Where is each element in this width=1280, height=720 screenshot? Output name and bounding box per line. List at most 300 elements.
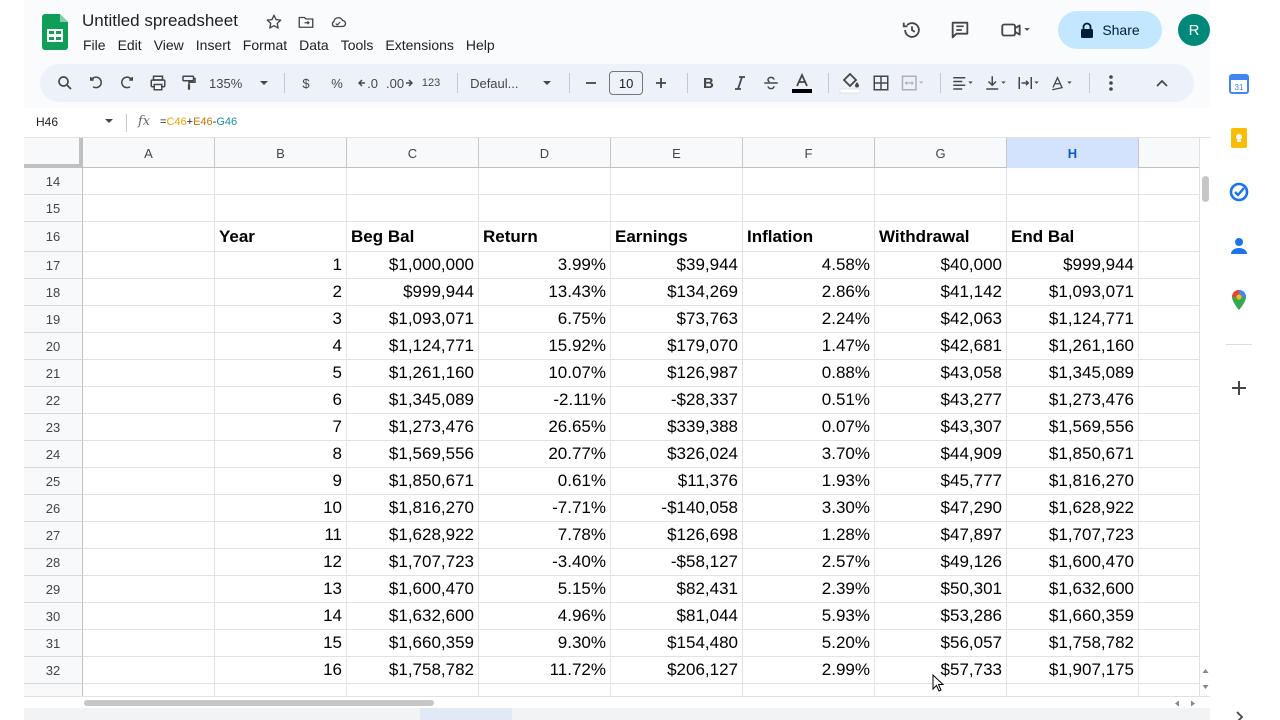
- cell-e14[interactable]: [611, 168, 743, 195]
- cell-d14[interactable]: [479, 168, 611, 195]
- cell-c21[interactable]: $1,261,160: [347, 360, 479, 387]
- scroll-right-icon[interactable]: [1190, 700, 1196, 707]
- cell-d18[interactable]: 13.43%: [479, 279, 611, 306]
- cell-e22[interactable]: -$28,337: [611, 387, 743, 414]
- increase-decimal-label: .00: [386, 75, 405, 91]
- cell-overflow[interactable]: [1139, 630, 1199, 657]
- formula-minus: -: [212, 116, 217, 128]
- cell-a23[interactable]: [83, 414, 215, 441]
- cell-f16[interactable]: Inflation: [743, 222, 875, 252]
- font-family-select[interactable]: [466, 69, 556, 97]
- cell-a26[interactable]: [83, 495, 215, 522]
- paint-format-icon[interactable]: [176, 69, 202, 97]
- formula-bar: [24, 108, 1210, 138]
- column-header-c[interactable]: C: [347, 138, 479, 168]
- cell-h27[interactable]: $1,707,723: [1007, 522, 1139, 549]
- cell-partial[interactable]: [743, 684, 875, 696]
- collapse-toolbar-icon[interactable]: [1149, 69, 1175, 97]
- cell-e16[interactable]: Earnings: [611, 222, 743, 252]
- column-header-b[interactable]: B: [215, 138, 347, 168]
- cell-e27[interactable]: $126,698: [611, 522, 743, 549]
- cell-h21[interactable]: $1,345,089: [1007, 360, 1139, 387]
- cell-b25[interactable]: 9: [215, 468, 347, 495]
- cell-g17[interactable]: $40,000: [875, 252, 1007, 279]
- vertical-scrollbar[interactable]: [1199, 138, 1210, 696]
- row-header-24[interactable]: 24: [24, 441, 83, 468]
- chevron-down-icon: [542, 78, 552, 88]
- column-header-e[interactable]: E: [611, 138, 743, 168]
- cell-partial[interactable]: [215, 684, 347, 696]
- cell-b32[interactable]: 16: [215, 657, 347, 684]
- cell-h29[interactable]: $1,632,600: [1007, 576, 1139, 603]
- cell-d22[interactable]: -2.11%: [479, 387, 611, 414]
- cell-h30[interactable]: $1,660,359: [1007, 603, 1139, 630]
- row-header-15[interactable]: 15: [24, 195, 83, 222]
- cell-e20[interactable]: $179,070: [611, 333, 743, 360]
- cell-d30[interactable]: 4.96%: [479, 603, 611, 630]
- row-header-22[interactable]: 22: [24, 387, 83, 414]
- cell-b28[interactable]: 12: [215, 549, 347, 576]
- meet-icon[interactable]: [992, 10, 1040, 50]
- scroll-left-icon[interactable]: [1174, 700, 1180, 707]
- cell-c29[interactable]: $1,600,470: [347, 576, 479, 603]
- cell-f14[interactable]: [743, 168, 875, 195]
- cell-e31[interactable]: $154,480: [611, 630, 743, 657]
- cell-e28[interactable]: -$58,127: [611, 549, 743, 576]
- sheets-logo-icon[interactable]: [42, 14, 68, 50]
- row-header-18[interactable]: 18: [24, 279, 83, 306]
- cell-h23[interactable]: $1,569,556: [1007, 414, 1139, 441]
- row-header-16[interactable]: 16: [24, 222, 83, 252]
- cell-b24[interactable]: 8: [215, 441, 347, 468]
- cell-e29[interactable]: $82,431: [611, 576, 743, 603]
- cell-g25[interactable]: $45,777: [875, 468, 1007, 495]
- cell-e18[interactable]: $134,269: [611, 279, 743, 306]
- cell-overflow[interactable]: [1139, 279, 1199, 306]
- cell-d15[interactable]: [479, 195, 611, 222]
- more-formats-button[interactable]: 123: [421, 77, 441, 89]
- cell-g32[interactable]: $57,733: [875, 657, 1007, 684]
- strikethrough-icon[interactable]: [758, 69, 784, 97]
- cell-overflow[interactable]: [1139, 603, 1199, 630]
- cell-c32[interactable]: $1,758,782: [347, 657, 479, 684]
- cell-c28[interactable]: $1,707,723: [347, 549, 479, 576]
- cell-partial[interactable]: [83, 684, 215, 696]
- cell-h25[interactable]: $1,816,270: [1007, 468, 1139, 495]
- row-header-27[interactable]: 27: [24, 522, 83, 549]
- toolbar-divider: [940, 73, 941, 93]
- horizontal-scroll-thumb[interactable]: [84, 700, 434, 706]
- cell-d28[interactable]: -3.40%: [479, 549, 611, 576]
- cell-a27[interactable]: [83, 522, 215, 549]
- cell-b22[interactable]: 6: [215, 387, 347, 414]
- cell-g16[interactable]: Withdrawal: [875, 222, 1007, 252]
- column-header-f[interactable]: F: [743, 138, 875, 168]
- row-header-17[interactable]: 17: [24, 252, 83, 279]
- row-header-14[interactable]: 14: [24, 168, 83, 195]
- column-header-h[interactable]: H: [1007, 138, 1139, 168]
- more-options-icon[interactable]: [1098, 69, 1124, 97]
- cell-d17[interactable]: 3.99%: [479, 252, 611, 279]
- menu-help[interactable]: Help: [465, 37, 495, 53]
- cell-c26[interactable]: $1,816,270: [347, 495, 479, 522]
- text-wrapping-icon[interactable]: [1015, 69, 1043, 97]
- version-history-icon[interactable]: [892, 10, 932, 50]
- cell-overflow[interactable]: [1139, 576, 1199, 603]
- cell-b30[interactable]: 14: [215, 603, 347, 630]
- menu-view[interactable]: View: [153, 37, 184, 53]
- side-panel-divider: [1226, 344, 1252, 345]
- cell-h15[interactable]: [1007, 195, 1139, 222]
- zoom-select[interactable]: [207, 69, 271, 97]
- column-header-bar: [24, 138, 1199, 168]
- chevron-down-icon: [259, 78, 269, 88]
- cell-d25[interactable]: 0.61%: [479, 468, 611, 495]
- currency-format-button[interactable]: $: [302, 75, 310, 91]
- cell-c15[interactable]: [347, 195, 479, 222]
- cell-partial[interactable]: [479, 684, 611, 696]
- toolbar: [40, 64, 1194, 102]
- row-header-21[interactable]: 21: [24, 360, 83, 387]
- share-button[interactable]: [1058, 11, 1162, 49]
- cell-h20[interactable]: $1,261,160: [1007, 333, 1139, 360]
- zoom-value: 135%: [209, 75, 243, 91]
- toolbar-divider: [284, 73, 285, 93]
- cell-f21[interactable]: 0.88%: [743, 360, 875, 387]
- cell-a24[interactable]: [83, 441, 215, 468]
- cell-c20[interactable]: $1,124,771: [347, 333, 479, 360]
- tasks-icon[interactable]: [1228, 181, 1250, 203]
- cell-d32[interactable]: 11.72%: [479, 657, 611, 684]
- row-header-32[interactable]: 32: [24, 657, 83, 684]
- cell-f17[interactable]: 4.58%: [743, 252, 875, 279]
- undo-icon[interactable]: [83, 69, 109, 97]
- cell-c31[interactable]: $1,660,359: [347, 630, 479, 657]
- chevron-down-icon[interactable]: [104, 116, 114, 126]
- cell-a21[interactable]: [83, 360, 215, 387]
- cell-overflow[interactable]: [1139, 168, 1199, 195]
- cell-d19[interactable]: 6.75%: [479, 306, 611, 333]
- cell-overflow[interactable]: [1139, 441, 1199, 468]
- cell-h24[interactable]: $1,850,671: [1007, 441, 1139, 468]
- cell-b18[interactable]: 2: [215, 279, 347, 306]
- cell-overflow[interactable]: [1139, 195, 1199, 222]
- row-header-26[interactable]: 26: [24, 495, 83, 522]
- cell-f29[interactable]: 2.39%: [743, 576, 875, 603]
- decrease-decimal-label: .0: [367, 75, 378, 91]
- percent-format-button[interactable]: %: [331, 75, 343, 91]
- cell-c27[interactable]: $1,628,922: [347, 522, 479, 549]
- cell-h22[interactable]: $1,273,476: [1007, 387, 1139, 414]
- cell-e24[interactable]: $326,024: [611, 441, 743, 468]
- cell-g31[interactable]: $56,057: [875, 630, 1007, 657]
- cell-a29[interactable]: [83, 576, 215, 603]
- scroll-up-icon[interactable]: [1202, 668, 1209, 674]
- menu-data[interactable]: Data: [299, 37, 329, 53]
- cell-c23[interactable]: $1,273,476: [347, 414, 479, 441]
- cell-f22[interactable]: 0.51%: [743, 387, 875, 414]
- cell-a25[interactable]: [83, 468, 215, 495]
- cell-c22[interactable]: $1,345,089: [347, 387, 479, 414]
- cell-g30[interactable]: $53,286: [875, 603, 1007, 630]
- cell-b26[interactable]: 10: [215, 495, 347, 522]
- cell-h16[interactable]: End Bal: [1007, 222, 1139, 252]
- sheet-tabs-bar: [24, 708, 1210, 720]
- maps-icon[interactable]: [1228, 289, 1250, 311]
- cell-c19[interactable]: $1,093,071: [347, 306, 479, 333]
- menu-format[interactable]: Format: [242, 37, 288, 53]
- cell-overflow[interactable]: [1139, 333, 1199, 360]
- calendar-icon[interactable]: [1228, 73, 1250, 95]
- cell-a28[interactable]: [83, 549, 215, 576]
- cell-d21[interactable]: 10.07%: [479, 360, 611, 387]
- move-folder-icon[interactable]: [296, 12, 316, 32]
- formula-input[interactable]: [160, 116, 237, 128]
- cell-overflow[interactable]: [1139, 306, 1199, 333]
- horizontal-scrollbar[interactable]: [24, 696, 1210, 708]
- cell-a19[interactable]: [83, 306, 215, 333]
- cell-overflow[interactable]: [1139, 549, 1199, 576]
- cell-partial[interactable]: [1007, 684, 1139, 696]
- row-header-31[interactable]: 31: [24, 630, 83, 657]
- vertical-scroll-thumb[interactable]: [1202, 176, 1209, 202]
- cell-f25[interactable]: 1.93%: [743, 468, 875, 495]
- formula-ref-c: C46: [166, 116, 187, 128]
- cell-d31[interactable]: 9.30%: [479, 630, 611, 657]
- cell-g14[interactable]: [875, 168, 1007, 195]
- arrow-left-icon: [358, 78, 366, 88]
- cell-b17[interactable]: 1: [215, 252, 347, 279]
- cell-f18[interactable]: 2.86%: [743, 279, 875, 306]
- cell-h19[interactable]: $1,124,771: [1007, 306, 1139, 333]
- cell-b31[interactable]: 15: [215, 630, 347, 657]
- cell-a14[interactable]: [83, 168, 215, 195]
- cell-c14[interactable]: [347, 168, 479, 195]
- row-header-28[interactable]: 28: [24, 549, 83, 576]
- cell-b23[interactable]: 7: [215, 414, 347, 441]
- cell-e19[interactable]: $73,763: [611, 306, 743, 333]
- left-edge: [0, 0, 24, 720]
- cell-f19[interactable]: 2.24%: [743, 306, 875, 333]
- cell-d29[interactable]: 5.15%: [479, 576, 611, 603]
- cell-e26[interactable]: -$140,058: [611, 495, 743, 522]
- cell-a22[interactable]: [83, 387, 215, 414]
- cell-c16[interactable]: Beg Bal: [347, 222, 479, 252]
- text-rotation-icon[interactable]: [1048, 69, 1076, 97]
- increase-font-size-icon[interactable]: [648, 69, 674, 97]
- cell-overflow[interactable]: [1139, 222, 1199, 252]
- cell-e23[interactable]: $339,388: [611, 414, 743, 441]
- row-header-23[interactable]: 23: [24, 414, 83, 441]
- title-bar: [24, 0, 1210, 62]
- cell-overflow[interactable]: [1139, 387, 1199, 414]
- select-all-corner[interactable]: [24, 138, 83, 168]
- cell-d24[interactable]: 20.77%: [479, 441, 611, 468]
- menu-edit[interactable]: Edit: [117, 37, 142, 53]
- cell-h17[interactable]: $999,944: [1007, 252, 1139, 279]
- cell-c18[interactable]: $999,944: [347, 279, 479, 306]
- name-box[interactable]: H46: [36, 115, 59, 129]
- cloud-status-icon[interactable]: [328, 12, 348, 32]
- cell-h32[interactable]: $1,907,175: [1007, 657, 1139, 684]
- column-header-overflow: [1139, 138, 1199, 168]
- cell-b19[interactable]: 3: [215, 306, 347, 333]
- cell-g20[interactable]: $42,681: [875, 333, 1007, 360]
- cell-f32[interactable]: 2.99%: [743, 657, 875, 684]
- bold-icon[interactable]: [696, 69, 722, 97]
- avatar[interactable]: R: [1178, 14, 1210, 46]
- cell-f26[interactable]: 3.30%: [743, 495, 875, 522]
- cell-a15[interactable]: [83, 195, 215, 222]
- document-title[interactable]: Untitled spreadsheet: [82, 11, 238, 30]
- keep-icon[interactable]: [1228, 127, 1250, 149]
- cell-e32[interactable]: $206,127: [611, 657, 743, 684]
- horizontal-align-icon[interactable]: [949, 69, 977, 97]
- cell-f24[interactable]: 3.70%: [743, 441, 875, 468]
- cell-g21[interactable]: $43,058: [875, 360, 1007, 387]
- cell-b21[interactable]: 5: [215, 360, 347, 387]
- svg-text:31: 31: [1234, 83, 1244, 92]
- cell-partial[interactable]: [347, 684, 479, 696]
- row-header-30[interactable]: 30: [24, 603, 83, 630]
- cell-overflow[interactable]: [1139, 360, 1199, 387]
- cell-g24[interactable]: $44,909: [875, 441, 1007, 468]
- borders-icon[interactable]: [868, 69, 894, 97]
- cell-h14[interactable]: [1007, 168, 1139, 195]
- cell-e21[interactable]: $126,987: [611, 360, 743, 387]
- menu-file[interactable]: File: [83, 37, 106, 53]
- fill-color-icon[interactable]: [837, 69, 863, 97]
- row-header-25[interactable]: 25: [24, 468, 83, 495]
- text-color-icon[interactable]: [789, 69, 815, 97]
- row-header-partial[interactable]: [24, 684, 83, 696]
- cell-a17[interactable]: [83, 252, 215, 279]
- cell-f15[interactable]: [743, 195, 875, 222]
- cell-g27[interactable]: $47,897: [875, 522, 1007, 549]
- cell-f20[interactable]: 1.47%: [743, 333, 875, 360]
- cell-b20[interactable]: 4: [215, 333, 347, 360]
- cell-a30[interactable]: [83, 603, 215, 630]
- cell-h26[interactable]: $1,628,922: [1007, 495, 1139, 522]
- column-header-g[interactable]: G: [875, 138, 1007, 168]
- cell-c17[interactable]: $1,000,000: [347, 252, 479, 279]
- cell-h28[interactable]: $1,600,470: [1007, 549, 1139, 576]
- cell-g15[interactable]: [875, 195, 1007, 222]
- cell-d27[interactable]: 7.78%: [479, 522, 611, 549]
- spreadsheet-grid[interactable]: [24, 138, 1199, 696]
- print-icon[interactable]: [145, 69, 171, 97]
- cell-g22[interactable]: $43,277: [875, 387, 1007, 414]
- cell-b29[interactable]: 13: [215, 576, 347, 603]
- cell-a31[interactable]: [83, 630, 215, 657]
- cell-d20[interactable]: 15.92%: [479, 333, 611, 360]
- cell-d23[interactable]: 26.65%: [479, 414, 611, 441]
- cell-e25[interactable]: $11,376: [611, 468, 743, 495]
- cell-a32[interactable]: [83, 657, 215, 684]
- comments-icon[interactable]: [940, 10, 980, 50]
- decrease-decimal-button[interactable]: [355, 69, 381, 97]
- formula-ref-g: G46: [216, 116, 238, 128]
- merge-cells-icon[interactable]: [899, 69, 927, 97]
- cell-b14[interactable]: [215, 168, 347, 195]
- cell-g26[interactable]: $47,290: [875, 495, 1007, 522]
- add-icon[interactable]: [1228, 377, 1250, 399]
- cell-f27[interactable]: 1.28%: [743, 522, 875, 549]
- font-size-input[interactable]: 10: [609, 71, 643, 95]
- scroll-down-icon[interactable]: [1202, 684, 1209, 690]
- cell-c30[interactable]: $1,632,600: [347, 603, 479, 630]
- expand-panel-icon[interactable]: [1228, 706, 1250, 720]
- row-header-20[interactable]: 20: [24, 333, 83, 360]
- increase-decimal-button[interactable]: [386, 69, 413, 97]
- menu-extensions[interactable]: Extensions: [385, 37, 454, 53]
- contacts-icon[interactable]: [1228, 235, 1250, 257]
- cell-g19[interactable]: $42,063: [875, 306, 1007, 333]
- mouse-cursor-icon: [932, 674, 944, 692]
- cell-b27[interactable]: 11: [215, 522, 347, 549]
- cell-h18[interactable]: $1,093,071: [1007, 279, 1139, 306]
- cell-h31[interactable]: $1,758,782: [1007, 630, 1139, 657]
- cell-f31[interactable]: 5.20%: [743, 630, 875, 657]
- cell-g18[interactable]: $41,142: [875, 279, 1007, 306]
- cell-a20[interactable]: [83, 333, 215, 360]
- cell-c24[interactable]: $1,569,556: [347, 441, 479, 468]
- toolbar-divider: [687, 73, 688, 93]
- cell-overflow[interactable]: [1139, 522, 1199, 549]
- cell-d16[interactable]: Return: [479, 222, 611, 252]
- cell-overflow[interactable]: [1139, 414, 1199, 441]
- cell-partial[interactable]: [611, 684, 743, 696]
- formula-ref-e: E46: [193, 116, 213, 128]
- cell-b15[interactable]: [215, 195, 347, 222]
- sheet-tab[interactable]: [420, 708, 512, 720]
- toolbar-divider: [569, 73, 570, 93]
- cell-overflow[interactable]: [1139, 657, 1199, 684]
- search-menus-icon[interactable]: [52, 69, 78, 97]
- star-icon[interactable]: [264, 12, 284, 32]
- menu-tools[interactable]: Tools: [340, 37, 374, 53]
- row-header-19[interactable]: 19: [24, 306, 83, 333]
- italic-icon[interactable]: [727, 69, 753, 97]
- cell-f30[interactable]: 5.93%: [743, 603, 875, 630]
- toolbar-divider: [828, 73, 829, 93]
- cell-g28[interactable]: $49,126: [875, 549, 1007, 576]
- decrease-font-size-icon[interactable]: [578, 69, 604, 97]
- cell-e17[interactable]: $39,944: [611, 252, 743, 279]
- cell-overflow[interactable]: [1139, 495, 1199, 522]
- cell-f23[interactable]: 0.07%: [743, 414, 875, 441]
- cell-c25[interactable]: $1,850,671: [347, 468, 479, 495]
- redo-icon[interactable]: [114, 69, 140, 97]
- cell-g23[interactable]: $43,307: [875, 414, 1007, 441]
- row-header-29[interactable]: 29: [24, 576, 83, 603]
- column-header-a[interactable]: A: [83, 138, 215, 168]
- cell-e15[interactable]: [611, 195, 743, 222]
- lock-icon: [1080, 22, 1094, 38]
- cell-f28[interactable]: 2.57%: [743, 549, 875, 576]
- cell-overflow[interactable]: [1139, 252, 1199, 279]
- cell-overflow[interactable]: [1139, 468, 1199, 495]
- cell-a16[interactable]: [83, 222, 215, 252]
- menu-insert[interactable]: Insert: [195, 37, 231, 53]
- cell-g29[interactable]: $50,301: [875, 576, 1007, 603]
- cell-a18[interactable]: [83, 279, 215, 306]
- cell-b16[interactable]: Year: [215, 222, 347, 252]
- cell-d26[interactable]: -7.71%: [479, 495, 611, 522]
- column-header-d[interactable]: D: [479, 138, 611, 168]
- vertical-align-icon[interactable]: [982, 69, 1010, 97]
- cell-e30[interactable]: $81,044: [611, 603, 743, 630]
